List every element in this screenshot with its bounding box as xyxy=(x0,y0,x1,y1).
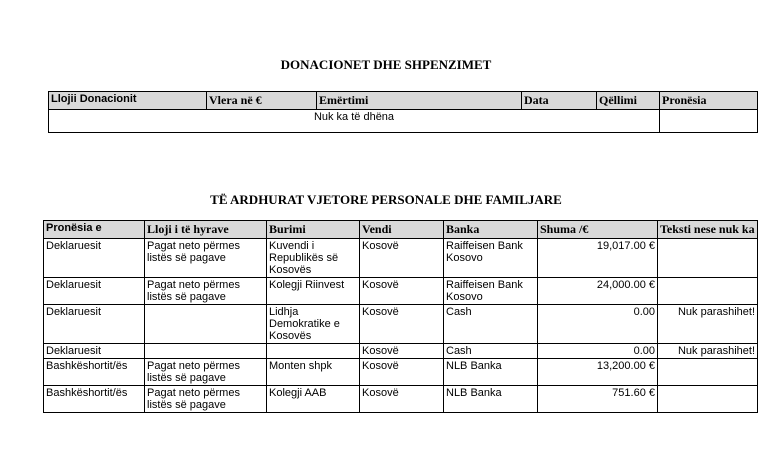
cell-type xyxy=(145,344,267,359)
cell-amount: 24,000.00 € xyxy=(538,278,658,305)
table-row xyxy=(44,344,758,359)
donations-header-purpose: Qëllimi xyxy=(597,92,660,110)
donations-table xyxy=(48,91,758,133)
income-header-country: Vendi xyxy=(360,221,444,239)
cell-amount: 0.00 xyxy=(538,344,658,359)
cell-country: Kosovë xyxy=(360,239,444,278)
cell-type: Pagat neto përmes listës së pagave xyxy=(145,386,267,413)
cell-type: Pagat neto përmes listës së pagave xyxy=(145,239,267,278)
cell-ownership: Deklaruesit xyxy=(44,344,145,359)
cell-type: Pagat neto përmes listës së pagave xyxy=(145,359,267,386)
cell-source: Kolegji Riinvest xyxy=(267,278,360,305)
donations-title: DONACIONET DHE SHPENZIMET xyxy=(280,57,492,72)
income-header-bank: Banka xyxy=(444,221,538,239)
table-row xyxy=(44,278,758,305)
cell-type xyxy=(145,305,267,344)
cell-source xyxy=(267,344,360,359)
income-header-note: Teksti nese nuk ka xyxy=(658,221,758,239)
donations-header-value: Vlera në € xyxy=(207,92,317,110)
cell-bank: Cash xyxy=(444,344,538,359)
cell-type: Pagat neto përmes listës së pagave xyxy=(145,278,267,305)
cell-country: Kosovë xyxy=(360,278,444,305)
cell-ownership: Deklaruesit xyxy=(44,278,145,305)
cell-ownership: Bashkëshortit/ës xyxy=(44,386,145,413)
donations-header-name: Emërtimi xyxy=(317,92,522,110)
cell-country: Kosovë xyxy=(360,344,444,359)
cell-note xyxy=(658,386,758,413)
income-header-ownership: Pronësia e xyxy=(44,221,145,239)
cell-note xyxy=(658,239,758,278)
income-header-type: Lloji i të hyrave xyxy=(145,221,267,239)
cell-bank: NLB Banka xyxy=(444,359,538,386)
income-header-amount: Shuma /€ xyxy=(538,221,658,239)
table-row xyxy=(44,239,758,278)
donations-header-type: Llojii Donacionit xyxy=(49,92,207,110)
donations-empty-message: Nuk ka të dhëna xyxy=(49,110,660,133)
cell-bank: Raiffeisen Bank Kosovo xyxy=(444,278,538,305)
donations-header-date: Data xyxy=(522,92,597,110)
donations-empty-cell xyxy=(660,110,758,133)
table-row xyxy=(44,359,758,386)
cell-country: Kosovë xyxy=(360,305,444,344)
cell-source: Kuvendi i Republikës së Kosovës xyxy=(267,239,360,278)
cell-source: Kolegji AAB xyxy=(267,386,360,413)
cell-note: Nuk parashihet! xyxy=(658,344,758,359)
cell-bank: Raiffeisen Bank Kosovo xyxy=(444,239,538,278)
cell-country: Kosovë xyxy=(360,386,444,413)
cell-amount: 0.00 xyxy=(538,305,658,344)
cell-amount: 19,017.00 € xyxy=(538,239,658,278)
income-header-source: Burimi xyxy=(267,221,360,239)
cell-amount: 13,200.00 € xyxy=(538,359,658,386)
cell-ownership: Bashkëshortit/ës xyxy=(44,359,145,386)
cell-note xyxy=(658,278,758,305)
table-row xyxy=(44,386,758,413)
cell-note xyxy=(658,359,758,386)
cell-ownership: Deklaruesit xyxy=(44,305,145,344)
cell-country: Kosovë xyxy=(360,359,444,386)
cell-bank: NLB Banka xyxy=(444,386,538,413)
cell-ownership: Deklaruesit xyxy=(44,239,145,278)
donations-header-ownership: Pronësia xyxy=(660,92,758,110)
cell-note: Nuk parashihet! xyxy=(658,305,758,344)
cell-amount: 751.60 € xyxy=(538,386,658,413)
cell-source: Lidhja Demokratike e Kosovës xyxy=(267,305,360,344)
cell-bank: Cash xyxy=(444,305,538,344)
table-row xyxy=(44,305,758,344)
income-table xyxy=(43,220,758,413)
income-title: TË ARDHURAT VJETORE PERSONALE DHE FAMILJARE xyxy=(210,192,562,207)
cell-source: Monten shpk xyxy=(267,359,360,386)
